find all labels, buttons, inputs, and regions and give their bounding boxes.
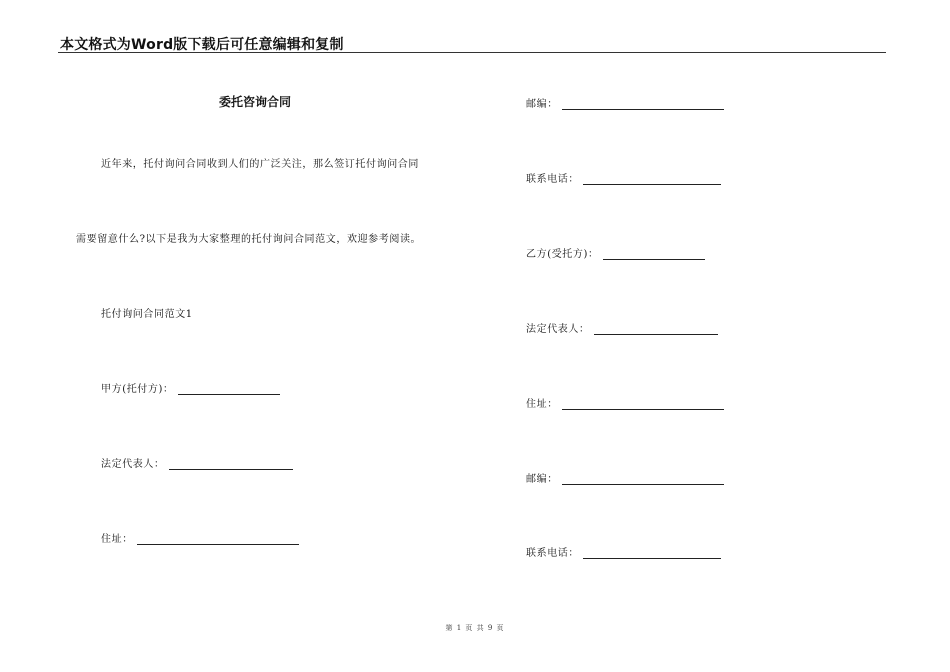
party-b-postcode-blank-line: [562, 474, 724, 485]
party-b-phone-field: [526, 544, 721, 559]
party-a-blank-line: [178, 384, 280, 395]
party-b-postcode-field: [526, 470, 724, 485]
party-b-representative-blank-line: [594, 324, 718, 335]
party-b-blank-line: [603, 249, 705, 260]
party-b-address-blank-line: [562, 399, 724, 410]
sample-heading: 托付询问合同范文1: [101, 309, 193, 320]
party-b-representative-label: 法定代表人：: [526, 324, 590, 335]
party-a-address-blank-line: [137, 534, 299, 545]
party-a-postcode-blank-line: [562, 99, 724, 110]
party-a-phone-field: [526, 170, 721, 185]
party-b-postcode-label: 邮编：: [526, 474, 558, 485]
intro-paragraph-line-2: 需要留意什么?以下是我为大家整理的托付询问合同范文，欢迎参考阅读。: [76, 234, 422, 245]
party-b-label: 乙方(受托方)：: [526, 249, 599, 260]
header-divider: [58, 52, 886, 53]
party-a-representative-field: [101, 455, 293, 470]
party-a-postcode-field: [526, 95, 724, 110]
party-a-representative-blank-line: [169, 459, 293, 470]
party-a-phone-label: 联系电话：: [526, 174, 579, 185]
party-a-label: 甲方(托付方)：: [101, 384, 174, 395]
party-a-address-field: [101, 530, 299, 545]
page-indicator: 第 1 页 共 9 页: [445, 624, 505, 632]
intro-paragraph-line-1: 近年来，托付询问合同收到人们的广泛关注，那么签订托付询问合同: [101, 159, 419, 170]
party-b-address-label: 住址：: [526, 399, 558, 410]
party-b-address-field: [526, 395, 724, 410]
document-header-banner: 本文格式为Word版下载后可任意编辑和复制: [60, 37, 344, 53]
party-b-phone-label: 联系电话：: [526, 548, 579, 559]
party-a-representative-label: 法定代表人：: [101, 459, 165, 470]
party-b-representative-field: [526, 320, 718, 335]
party-a-address-label: 住址：: [101, 534, 133, 545]
party-b-phone-blank-line: [583, 548, 721, 559]
party-a-phone-blank-line: [583, 174, 721, 185]
document-title: 委托咨询合同: [219, 95, 292, 109]
party-b-field: [526, 245, 705, 260]
party-a-postcode-label: 邮编：: [526, 99, 558, 110]
party-a-field: [101, 380, 280, 395]
